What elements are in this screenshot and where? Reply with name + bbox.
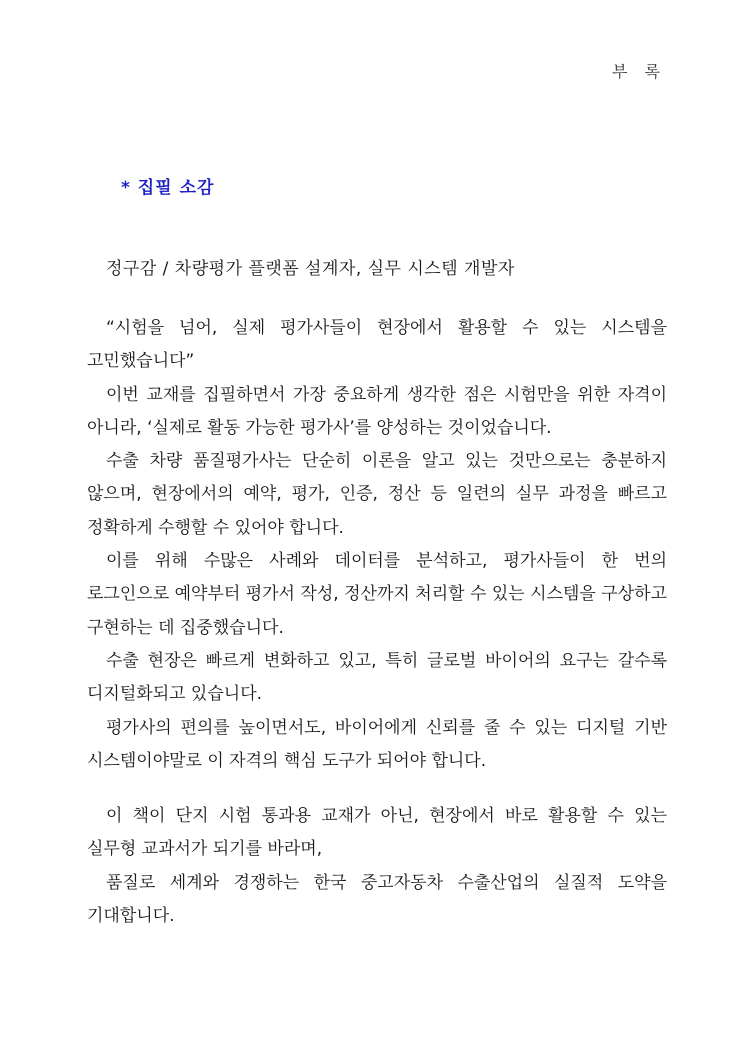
closing-paragraph: 이 책이 단지 시험 통과용 교재가 아닌, 현장에서 바로 활용할 수 있는 실무형 교과서가 되기를 바라며, bbox=[87, 806, 667, 860]
paragraph: 이를 위해 수많은 사례와 데이터를 분석하고, 평가사들이 한 번의 로그인으로 예약부터 평가서 작성, 정산까지 처리할 수 있는 시스템을 구상하고 구현하는 데 집중했습니다. bbox=[87, 551, 667, 638]
paragraph-spacer bbox=[87, 778, 667, 800]
paragraph: 이번 교재를 집필하면서 가장 중요하게 생각한 점은 시험만을 위한 자격이 아니라, ‘실제로 활동 가능한 평가사’를 양성하는 것이었습니다. bbox=[87, 384, 667, 438]
paragraph-quote: “시험을 넘어, 실제 평가사들이 현장에서 활용할 수 있는 시스템을 고민했습니다” bbox=[87, 318, 667, 372]
paragraph: 수출 차량 품질평가사는 단순히 이론을 알고 있는 것만으로는 충분하지 않으며, 현장에서의 예약, 평가, 인증, 정산 등 일련의 실무 과정을 빠르고 정확하게 수행할 수 있어야 합니다. bbox=[87, 451, 667, 538]
body-text bbox=[87, 312, 667, 933]
section-title: * 집필 소감 bbox=[121, 178, 215, 198]
appendix-header-label: 부 록 bbox=[612, 62, 666, 81]
closing-paragraph: 품질로 세계와 경쟁하는 한국 중고자동차 수출산업의 실질적 도약을 기대합니다. bbox=[87, 872, 667, 927]
paragraph: 수출 현장은 빠르게 변화하고 있고, 특히 글로벌 바이어의 요구는 갈수록 디지털화되고 있습니다. bbox=[87, 650, 667, 705]
author-line: 정구감 / 차량평가 플랫폼 설계자, 실무 시스템 개발자 bbox=[106, 259, 515, 279]
paragraph: 평가사의 편의를 높이면서도, 바이어에게 신뢰를 줄 수 있는 디지털 기반 시스템이야말로 이 자격의 핵심 도구가 되어야 합니다. bbox=[87, 717, 667, 771]
